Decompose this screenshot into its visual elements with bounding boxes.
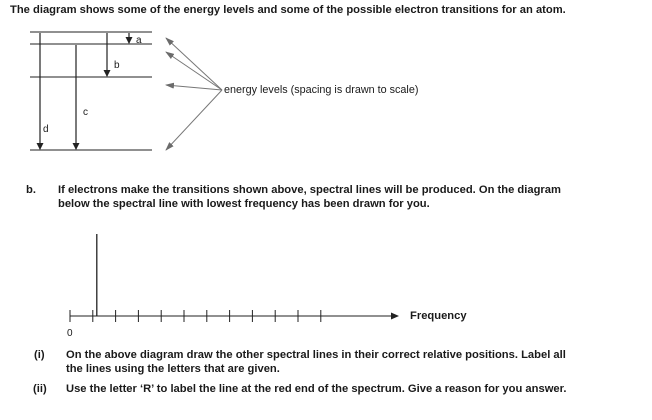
question-i-line2: the lines using the letters that are given.	[66, 363, 280, 375]
intro-text: The diagram shows some of the energy levels and some of the possible electron transitions for an atom.	[10, 4, 566, 16]
question-ii-line1: Use the letter ‘R’ to label the line at the red end of the spectrum. Give a reason for you answer.	[66, 383, 567, 395]
transition-label-d: d	[43, 124, 49, 135]
question-i-marker: (i)	[34, 349, 45, 361]
pointer-line-level-4	[166, 90, 222, 150]
axis-origin-label: 0	[67, 328, 73, 339]
energy-levels-annotation: energy levels (spacing is drawn to scale)	[224, 84, 419, 96]
transition-label-c: c	[83, 107, 88, 118]
pointer-line-level-1	[166, 38, 222, 90]
transition-label-a: a	[136, 35, 142, 46]
part-b-line2: below the spectral line with lowest frequency has been drawn for you.	[58, 198, 430, 210]
pointer-line-level-2	[166, 52, 222, 90]
transition-label-b: b	[114, 60, 120, 71]
question-i-line1: On the above diagram draw the other spectral lines in their correct relative positions. Label all	[66, 349, 566, 361]
part-b-line1: If electrons make the transitions shown above, spectral lines will be produced. On the diagram	[58, 184, 561, 196]
frequency-axis-label: Frequency	[410, 310, 467, 322]
part-b-marker: b.	[26, 184, 36, 196]
pointer-line-level-3	[166, 85, 222, 90]
question-ii-marker: (ii)	[33, 383, 47, 395]
